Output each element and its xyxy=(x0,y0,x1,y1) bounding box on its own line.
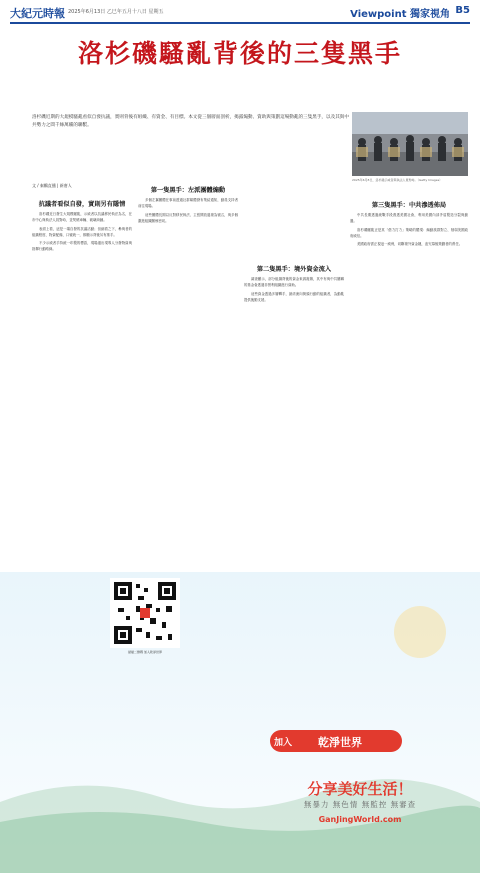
qr-code-icon xyxy=(110,578,180,648)
masthead-rule xyxy=(10,22,470,24)
join-label: 加入 xyxy=(274,738,293,748)
dateline: 2025年6月13日 乙巳年五月十八日 星期五 xyxy=(68,9,164,15)
paragraph: 調查顯示，部分組織背後的資金來源複雜，其中有與中共關聯的基金會透過非營利組織進行資助。 xyxy=(244,277,344,288)
paragraph: 這些團體長期以反對移民執法、主張開放邊境為號召，與多個激進組織關係密切。 xyxy=(138,212,238,223)
paragraph: 不少示威者手持統一印製的標語，現場還出現專人分發物資與指揮行動路線。 xyxy=(32,241,132,252)
subheading: 第三隻黑手：中共滲透佈局 xyxy=(371,202,447,209)
brand-label: 乾淨世界 xyxy=(318,736,362,749)
paper-name: 大紀元時報 xyxy=(10,7,65,20)
byline: 文 / 秦鵬直播 | 新唐人 xyxy=(32,183,72,188)
headline: 洛杉磯騷亂背後的三隻黑手 xyxy=(77,39,402,68)
article-column-1 xyxy=(32,197,132,255)
lead-paragraph: 洛杉磯近期的大規模騷亂看似自發抗議，實則背後有組織、有資金、有目標。本文從三個層面剖析，揭露煽動、資助與策劃這場動亂的三隻黑手，以及其與中共勢力之間千絲萬縷的聯繫。 xyxy=(32,115,349,128)
paragraph: 洛杉磯近日發生大規模騷亂，示威者以抗議移民執法為名，在市中心與執法人員對峙，並焚燒車輛、破壞商鋪。 xyxy=(32,212,132,223)
paragraph: 美國政府需正視這一威脅，切斷境外資金鏈，追究幕後策劃者的責任。 xyxy=(357,242,463,247)
lead-photo xyxy=(352,112,468,176)
advertisement xyxy=(0,572,480,873)
join-button[interactable] xyxy=(270,730,402,752)
article-column-2 xyxy=(138,183,238,226)
article-column-4 xyxy=(350,198,468,249)
paragraph: 中共長期透過統戰手段滲透美國社會，利用美國內部矛盾製造分裂與動盪。 xyxy=(350,213,468,224)
qr-caption: 掃描二維碼 加入乾淨世界 xyxy=(128,650,162,654)
article-column-3 xyxy=(244,262,344,305)
section-name-cn: 獨家視角 xyxy=(410,9,450,20)
paragraph: 多個左翼團體在事前透過社群媒體發布集結通知，動員支持者前往現場。 xyxy=(138,198,238,209)
page-number: B5 xyxy=(455,5,470,16)
ad-website-link[interactable]: GanJingWorld.com xyxy=(318,815,402,824)
masthead xyxy=(10,4,470,22)
subheading: 抗議者看似自發，實則另有隱情 xyxy=(38,201,126,208)
qr-code[interactable] xyxy=(110,578,180,648)
subheading: 第二隻黑手：境外資金流入 xyxy=(256,266,332,273)
paragraph: 洛杉磯騷亂正是其「借力打力」策略的體現：煽動族群對立、削弱美國政府威信。 xyxy=(350,227,468,238)
section-name-en: Viewpoint xyxy=(350,9,407,20)
ad-slogan: 分享美好生活！ xyxy=(307,780,413,798)
section-label xyxy=(350,5,450,20)
paragraph: 表面上看，這是一場自發的抗議活動；但細看之下，參與者的組織程度、物資配備、口號統一，都顯示背後另有推手。 xyxy=(32,226,132,237)
subheading: 第一隻黑手：左派團體煽動 xyxy=(150,187,226,194)
paragraph: 這些資金透過多層轉手，最終流向街頭行動的組織者，為動亂提供後勤支援。 xyxy=(244,291,344,302)
ad-background-art xyxy=(0,572,480,873)
ad-tagline: 無暴力 無色情 無監控 無審查 xyxy=(303,800,417,809)
protest-photo xyxy=(352,112,468,176)
photo-caption: 2025年6月8日，洛杉磯示威者與執法人員對峙。（Getty Images） xyxy=(352,178,443,182)
